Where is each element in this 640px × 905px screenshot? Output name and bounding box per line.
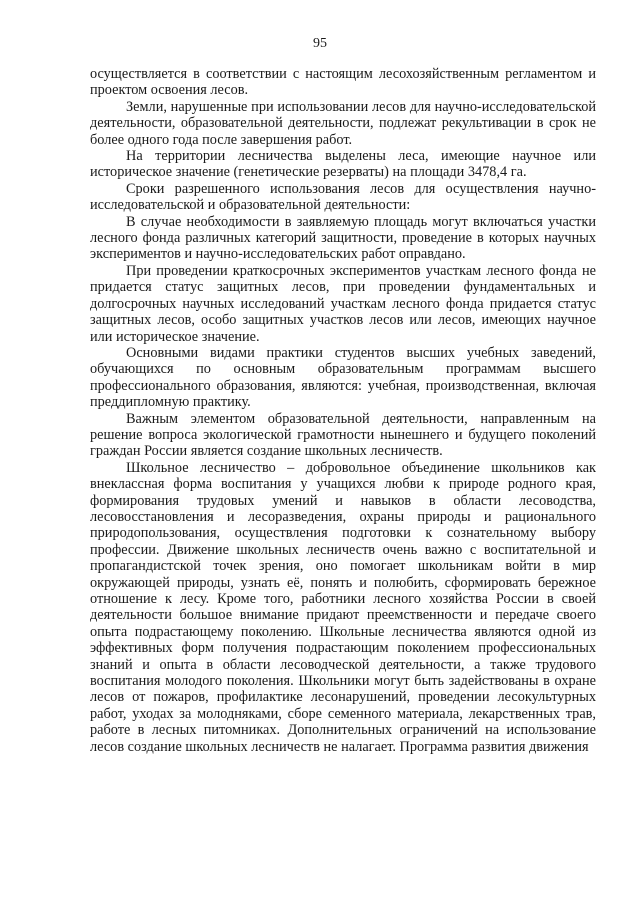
paragraph: Земли, нарушенные при использовании лесов для научно-исследовательской деятельности, образовательной деятельности, подлежат рекультивации в срок не более одного года после завершения работ. — [90, 98, 596, 148]
paragraph: Школьное лесничество – добровольное объединение школьников как внеклассная форма воспитания у учащихся любви к природе родного края, формирования трудовых умений и навыков в области лесоводства, лесовосстановления и лесоразведения, охраны природы и рационального природопользования, осуществления подготовки к сознательному выбору профессии. Движение школьных лесничеств очень важно с воспитательной и пропагандистской точек зрения, оно помогает школьникам войти в мир окружающей природы, узнать её, понять и полюбить, сформировать бережное отношение к лесу. Кроме того, работники лесного хозяйства России в своей деятельности большое внимание придают преемственности и передаче своего опыта подрастающему поколению. Школьные лесничества являются одной из эффективных форм получения подрастающим поколением профессиональных знаний и опыта в области лесоводческой деятельности, а также трудового воспитания молодого поколения. Школьники могут быть задействованы в охране лесов от пожаров, профилактике лесонарушений, проведении лесокультурных работ, уходах за молодняками, сборе семенного материала, лекарственных трав, работе в лесных питомниках. Дополнительных ограничений на использование лесов создание школьных лесничеств не налагает. Программа развития движения — [90, 459, 596, 755]
paragraph: При проведении краткосрочных экспериментов участкам лесного фонда не придается статус защитных лесов, при проведении фундаментальных и долгосрочных научных исследований участкам лесного фонда придается статус защитных лесов, особо защитных участков лесов или лесов, имеющих научное или историческое значение. — [90, 262, 596, 345]
paragraph: На территории лесничества выделены леса, имеющие научное или историческое значение (генетические резерваты) на площади 3478,4 га. — [90, 148, 596, 181]
paragraph: Основными видами практики студентов высших учебных заведений, обучающихся по основным образовательным программам высшего профессионального образования, являются: учебная, производственная, включая преддипломную практику. — [90, 344, 596, 411]
paragraph: Важным элементом образовательной деятельности, направленным на решение вопроса экологической грамотности нынешнего и будущего поколений граждан России является создание школьных лесничеств. — [90, 410, 596, 460]
paragraph: Сроки разрешенного использования лесов для осуществления научно-исследовательской и образовательной деятельности: — [90, 180, 596, 214]
page-number: 95 — [313, 36, 327, 51]
body-text — [90, 66, 596, 755]
paragraph-continuation: осуществляется в соответствии с настоящим лесохозяйственным регламентом и проектом освоения лесов. — [90, 66, 596, 99]
paragraph: В случае необходимости в заявляемую площадь могут включаться участки лесного фонда различных категорий защитности, проведение в которых научных экспериментов и научно-исследовательских работ оправдано. — [90, 213, 596, 263]
